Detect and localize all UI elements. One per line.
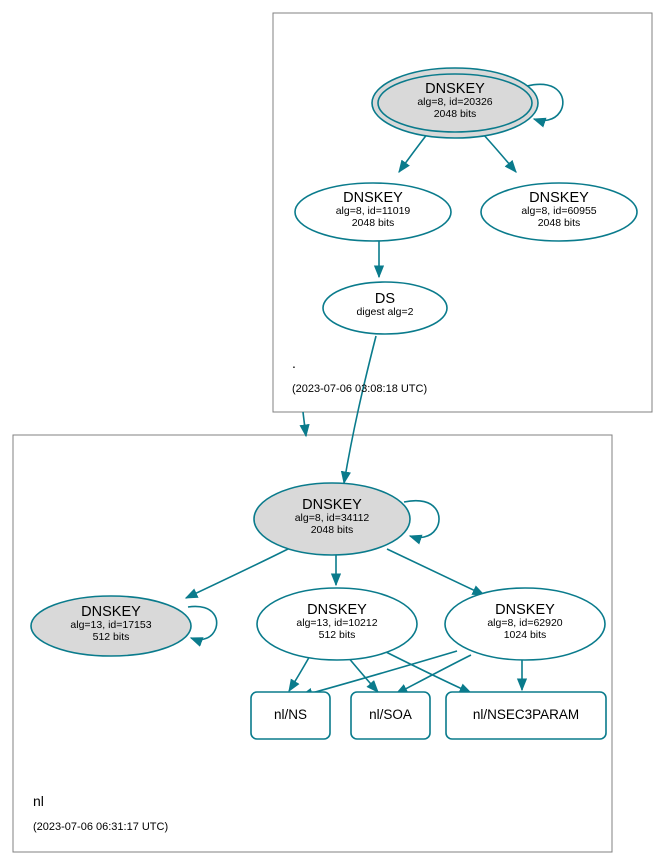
label-nl-key-17153-alg: alg=13, id=17153 xyxy=(70,619,152,632)
label-root-ds-digest: digest alg=2 xyxy=(356,306,414,319)
label-root-ksk-type: DNSKEY xyxy=(425,81,485,97)
label-rrset-nl-ns: nl/NS xyxy=(273,707,307,722)
label-root-ksk-alg: alg=8, id=20326 xyxy=(417,96,493,109)
label-nl-key-62920-alg: alg=8, id=62920 xyxy=(487,617,563,630)
label-nl-key-17153-size: 512 bits xyxy=(92,630,130,643)
label-root-zsk-60955-size: 2048 bits xyxy=(537,216,581,229)
label-nl-ksk-34112-size: 2048 bits xyxy=(310,523,354,536)
zone-name-root: . xyxy=(292,355,296,371)
label-root-zsk-11019-type: DNSKEY xyxy=(343,190,403,206)
label-nl-key-10212-size: 512 bits xyxy=(318,628,356,641)
node-nl-ksk-34112 xyxy=(254,483,410,555)
edge-10212-to-ns xyxy=(289,654,311,691)
label-nl-key-10212-alg: alg=13, id=10212 xyxy=(296,617,378,630)
label-nl-ksk-34112-alg: alg=8, id=34112 xyxy=(294,512,370,525)
label-nl-key-17153-type: DNSKEY xyxy=(81,604,141,620)
label-root-zsk-11019-size: 2048 bits xyxy=(351,216,395,229)
edge-zone-root-to-zone-nl xyxy=(303,412,306,436)
zone-name-nl: nl xyxy=(33,793,44,809)
zone-timestamp-nl: (2023-07-06 06:31:17 UTC) xyxy=(33,821,169,833)
edge-nl-ksk-to-62920 xyxy=(387,549,484,595)
node-nl-key-62920 xyxy=(445,588,605,660)
label-root-zsk-60955-alg: alg=8, id=60955 xyxy=(521,205,597,218)
node-root-ksk-inner xyxy=(378,74,532,132)
label-nl-ksk-34112-type: DNSKEY xyxy=(302,497,362,513)
node-root-zsk-60955 xyxy=(481,183,637,241)
label-root-zsk-60955-type: DNSKEY xyxy=(529,190,589,206)
label-rrset-nl-soa: nl/SOA xyxy=(369,707,412,722)
label-nl-key-62920-type: DNSKEY xyxy=(495,602,555,618)
edge-root-ksk-to-60955 xyxy=(482,133,516,172)
edge-root-ksk-to-11019 xyxy=(399,133,428,172)
edge-10212-to-soa xyxy=(347,656,378,692)
label-root-ksk-size: 2048 bits xyxy=(433,107,477,120)
edge-root-ds-to-nl-ksk xyxy=(344,336,376,483)
node-root-zsk-11019 xyxy=(295,183,451,241)
zone-timestamp-root: (2023-07-06 03:08:18 UTC) xyxy=(292,383,428,395)
label-nl-key-10212-type: DNSKEY xyxy=(307,602,367,618)
node-nl-key-10212 xyxy=(257,588,417,660)
label-root-zsk-11019-alg: alg=8, id=11019 xyxy=(335,205,411,218)
label-rrset-nl-nsec3param: nl/NSEC3PARAM xyxy=(472,707,580,722)
label-root-ds-type: DS xyxy=(374,291,396,307)
edge-10212-to-nsec3param xyxy=(382,650,471,693)
edge-nl-ksk-to-17153 xyxy=(186,548,290,598)
node-root-ds xyxy=(323,282,447,334)
edge-self-loop-nl-17153 xyxy=(188,606,217,639)
node-nl-key-17153 xyxy=(31,596,191,656)
label-nl-key-62920-size: 1024 bits xyxy=(503,628,547,641)
